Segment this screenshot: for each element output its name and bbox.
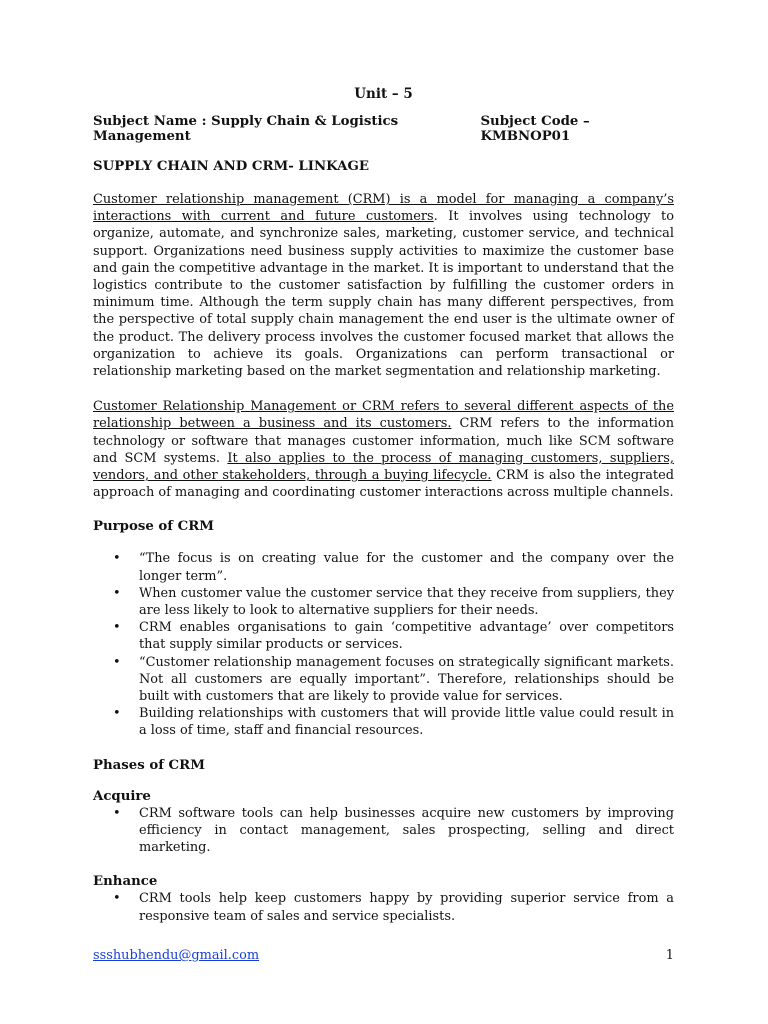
bullet-icon: • xyxy=(113,654,121,670)
enhance-list xyxy=(93,890,674,924)
acquire-list xyxy=(93,805,674,857)
bullet-icon: • xyxy=(113,620,121,636)
page-footer xyxy=(93,948,674,963)
paragraph-text: CRM is also the integrated approach of managing and coordinating customer interactions across multiple channels. xyxy=(93,468,674,501)
bullet-icon: • xyxy=(113,805,121,821)
bullet-icon: • xyxy=(113,706,121,722)
subject-line xyxy=(93,114,674,144)
purpose-heading: Purpose of CRM xyxy=(93,519,214,535)
acquire-heading: Acquire xyxy=(93,788,151,804)
list-item-text: CRM enables organisations to gain ‘competitive advantage’ over competitors that supply similar products or services. xyxy=(139,620,674,653)
list-item xyxy=(93,654,674,706)
list-item-text: CRM software tools can help businesses acquire new customers by improving efficiency in contact management, sales prospecting, selling and direct marketing. xyxy=(139,805,674,856)
list-item-text: Building relationships with customers that will provide little value could result in a loss of time, staff and financial resources. xyxy=(139,706,674,739)
list-item-text: When customer value the customer service that they receive from suppliers, they are less likely to look to alternative suppliers for their needs. xyxy=(139,585,674,619)
list-item-text: “Customer relationship management focuses on strategically significant markets. Not all customers are equally important”. Therefore, relationships should be built with customers that are likely to provide value for services. xyxy=(139,654,674,705)
list-item xyxy=(93,550,674,584)
underlined-text: Customer Relationship Management or CRM refers to several different aspects of the relationship between a business and its customers. xyxy=(93,399,674,432)
list-item xyxy=(93,585,674,619)
crm-definition-paragraph xyxy=(93,191,674,380)
paragraph-text: . It involves using technology to organize, automate, and synchronize sales, marketing, customer service, and technical support. Organizations need business supply activities to maximize the customer base and gain the competitive advantage in the market. It is important to understand that the logistics contribute to the customer satisfaction by fulfilling the customer orders in minimum time. Although the term supply chain has many different perspectives, from the perspective of total supply chain management the end user is the ultimate owner of the product. The delivery process involves the customer focused market that allows the organization to achieve its goals. Organizations can perform transactional or relationship marketing based on the market segmentation and relationship marketing. xyxy=(93,209,674,380)
paragraph-text: CRM refers to the information technology or software that manages customer information, much like SCM software and SCM systems. xyxy=(93,416,674,466)
enhance-heading: Enhance xyxy=(93,874,158,890)
section-title: SUPPLY CHAIN AND CRM- LINKAGE xyxy=(93,159,369,174)
list-item-text: CRM tools help keep customers happy by providing superior service from a responsive team of sales and service specialists. xyxy=(139,891,674,924)
page-content xyxy=(93,86,674,943)
bullet-icon: • xyxy=(113,891,121,907)
subject-code: Subject Code – KMBNOP01 xyxy=(480,114,590,144)
purpose-list xyxy=(93,550,674,739)
crm-aspects-paragraph xyxy=(93,398,674,501)
list-item-text: “The focus is on creating value for the customer and the company over the longer term”. xyxy=(139,551,674,584)
footer-email-link[interactable]: ssshubhendu@gmail.com xyxy=(93,948,260,963)
subject-name: Subject Name : Supply Chain & Logistics Management xyxy=(93,114,399,144)
page-number: 1 xyxy=(665,948,674,963)
underlined-text: It also applies to the process of managing customers, suppliers, vendors, and other stakeholders, through a buying lifecycle. xyxy=(93,450,675,484)
phases-heading: Phases of CRM xyxy=(93,757,205,773)
unit-title: Unit – 5 xyxy=(354,86,413,102)
list-item xyxy=(93,619,674,653)
list-item xyxy=(93,890,674,924)
list-item xyxy=(93,705,674,739)
underlined-text: Customer relationship management (CRM) is a model for managing a company’s interactions with current and future customers xyxy=(93,192,674,225)
list-item xyxy=(93,805,674,857)
bullet-icon: • xyxy=(113,585,121,601)
bullet-icon: • xyxy=(113,551,121,567)
